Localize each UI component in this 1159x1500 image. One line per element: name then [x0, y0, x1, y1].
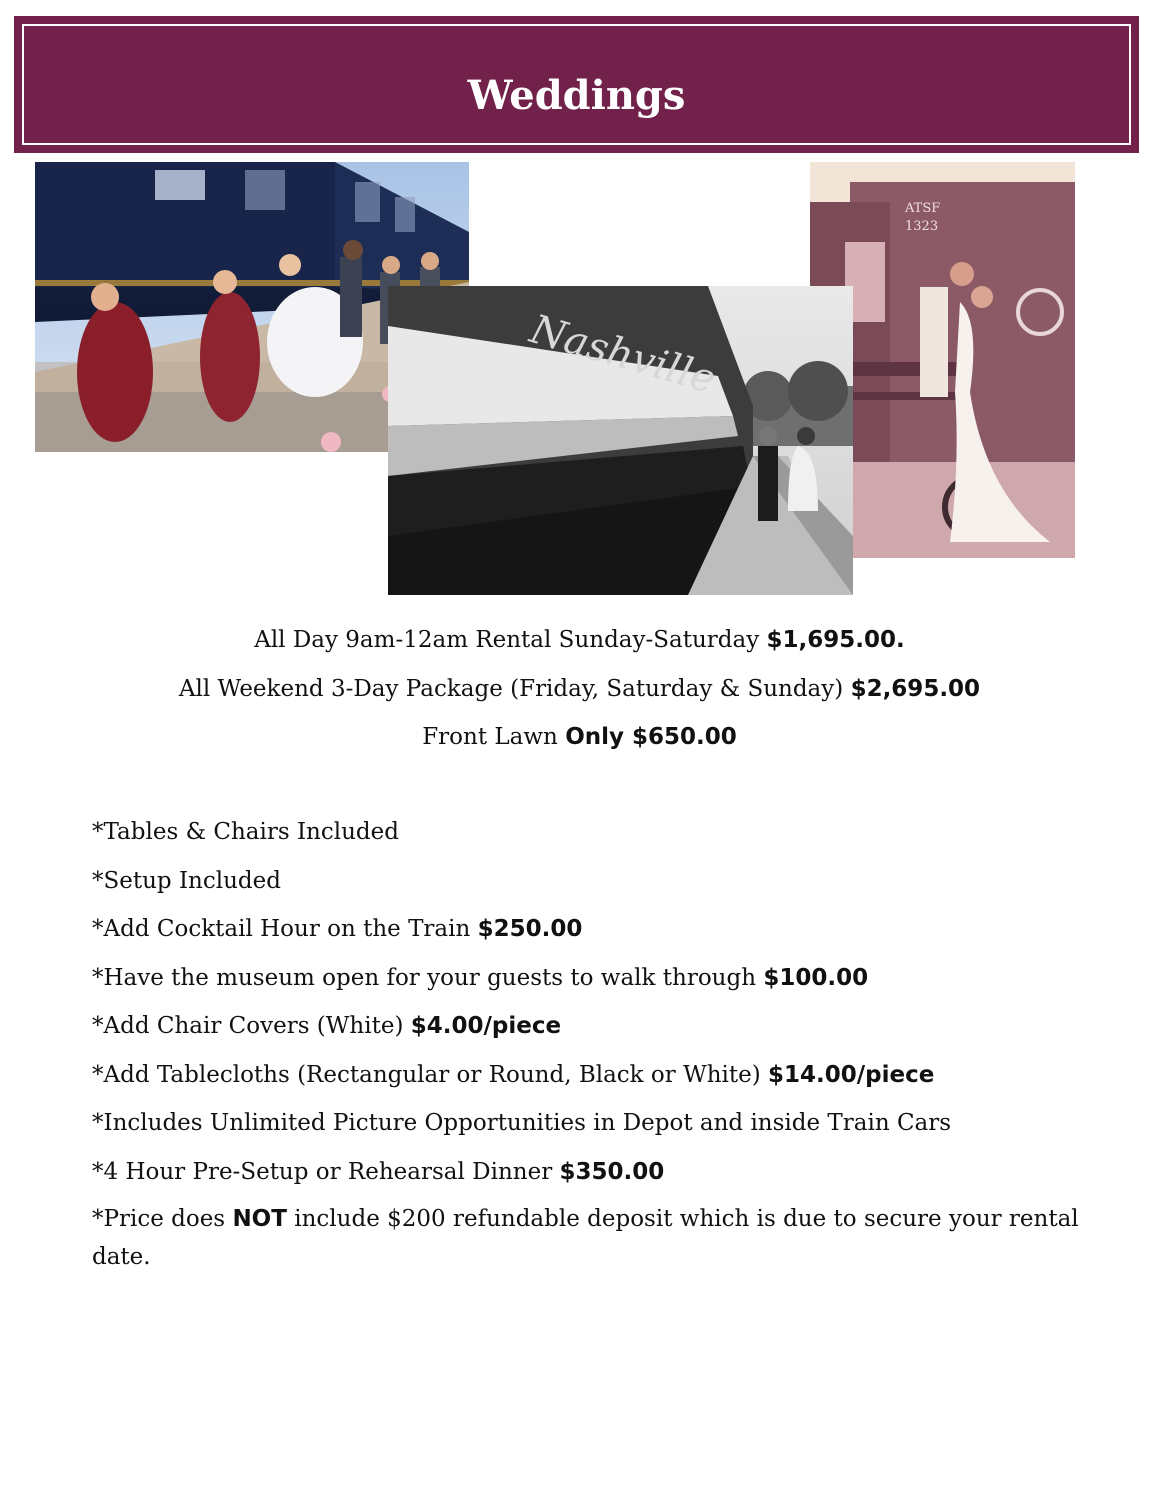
pricing-section: [0, 620, 1159, 766]
list-item: *Setup Included: [92, 867, 281, 894]
list-item: *Have the museum open for your guests to walk through $100.00: [92, 964, 869, 991]
pricing-line-all-day: All Day 9am-12am Rental Sunday-Saturday $1,695.00.: [254, 627, 905, 653]
deposit-note: *Price does NOT include $200 refundable deposit which is due to secure your rental date.: [92, 1206, 1079, 1270]
list-item: *Tables & Chairs Included: [92, 819, 399, 845]
list-item: *4 Hour Pre-Setup or Rehearsal Dinner $350.00: [92, 1158, 665, 1185]
pricing-line-weekend: All Weekend 3-Day Package (Friday, Saturday & Sunday) $2,695.00: [178, 675, 981, 702]
list-item: *Includes Unlimited Picture Opportunities in Depot and inside Train Cars: [92, 1110, 952, 1136]
title-banner: [14, 16, 1139, 153]
caboose-mark: ATSF: [905, 201, 941, 216]
list-item: *Add Chair Covers (White) $4.00/piece: [92, 1013, 562, 1039]
caboose-number: 1323: [905, 219, 939, 234]
list-item: *Add Cocktail Hour on the Train $250.00: [92, 916, 583, 942]
page-title: Weddings: [467, 72, 686, 119]
list-item: *Add Tablecloths (Rectangular or Round, Black or White) $14.00/piece: [92, 1061, 935, 1088]
train-sign: Nashville: [525, 306, 721, 403]
pricing-line-front-lawn: Front Lawn Only $650.00: [422, 724, 737, 750]
couple-walking-photo: [388, 286, 853, 595]
amenities-list: [92, 812, 1092, 1285]
